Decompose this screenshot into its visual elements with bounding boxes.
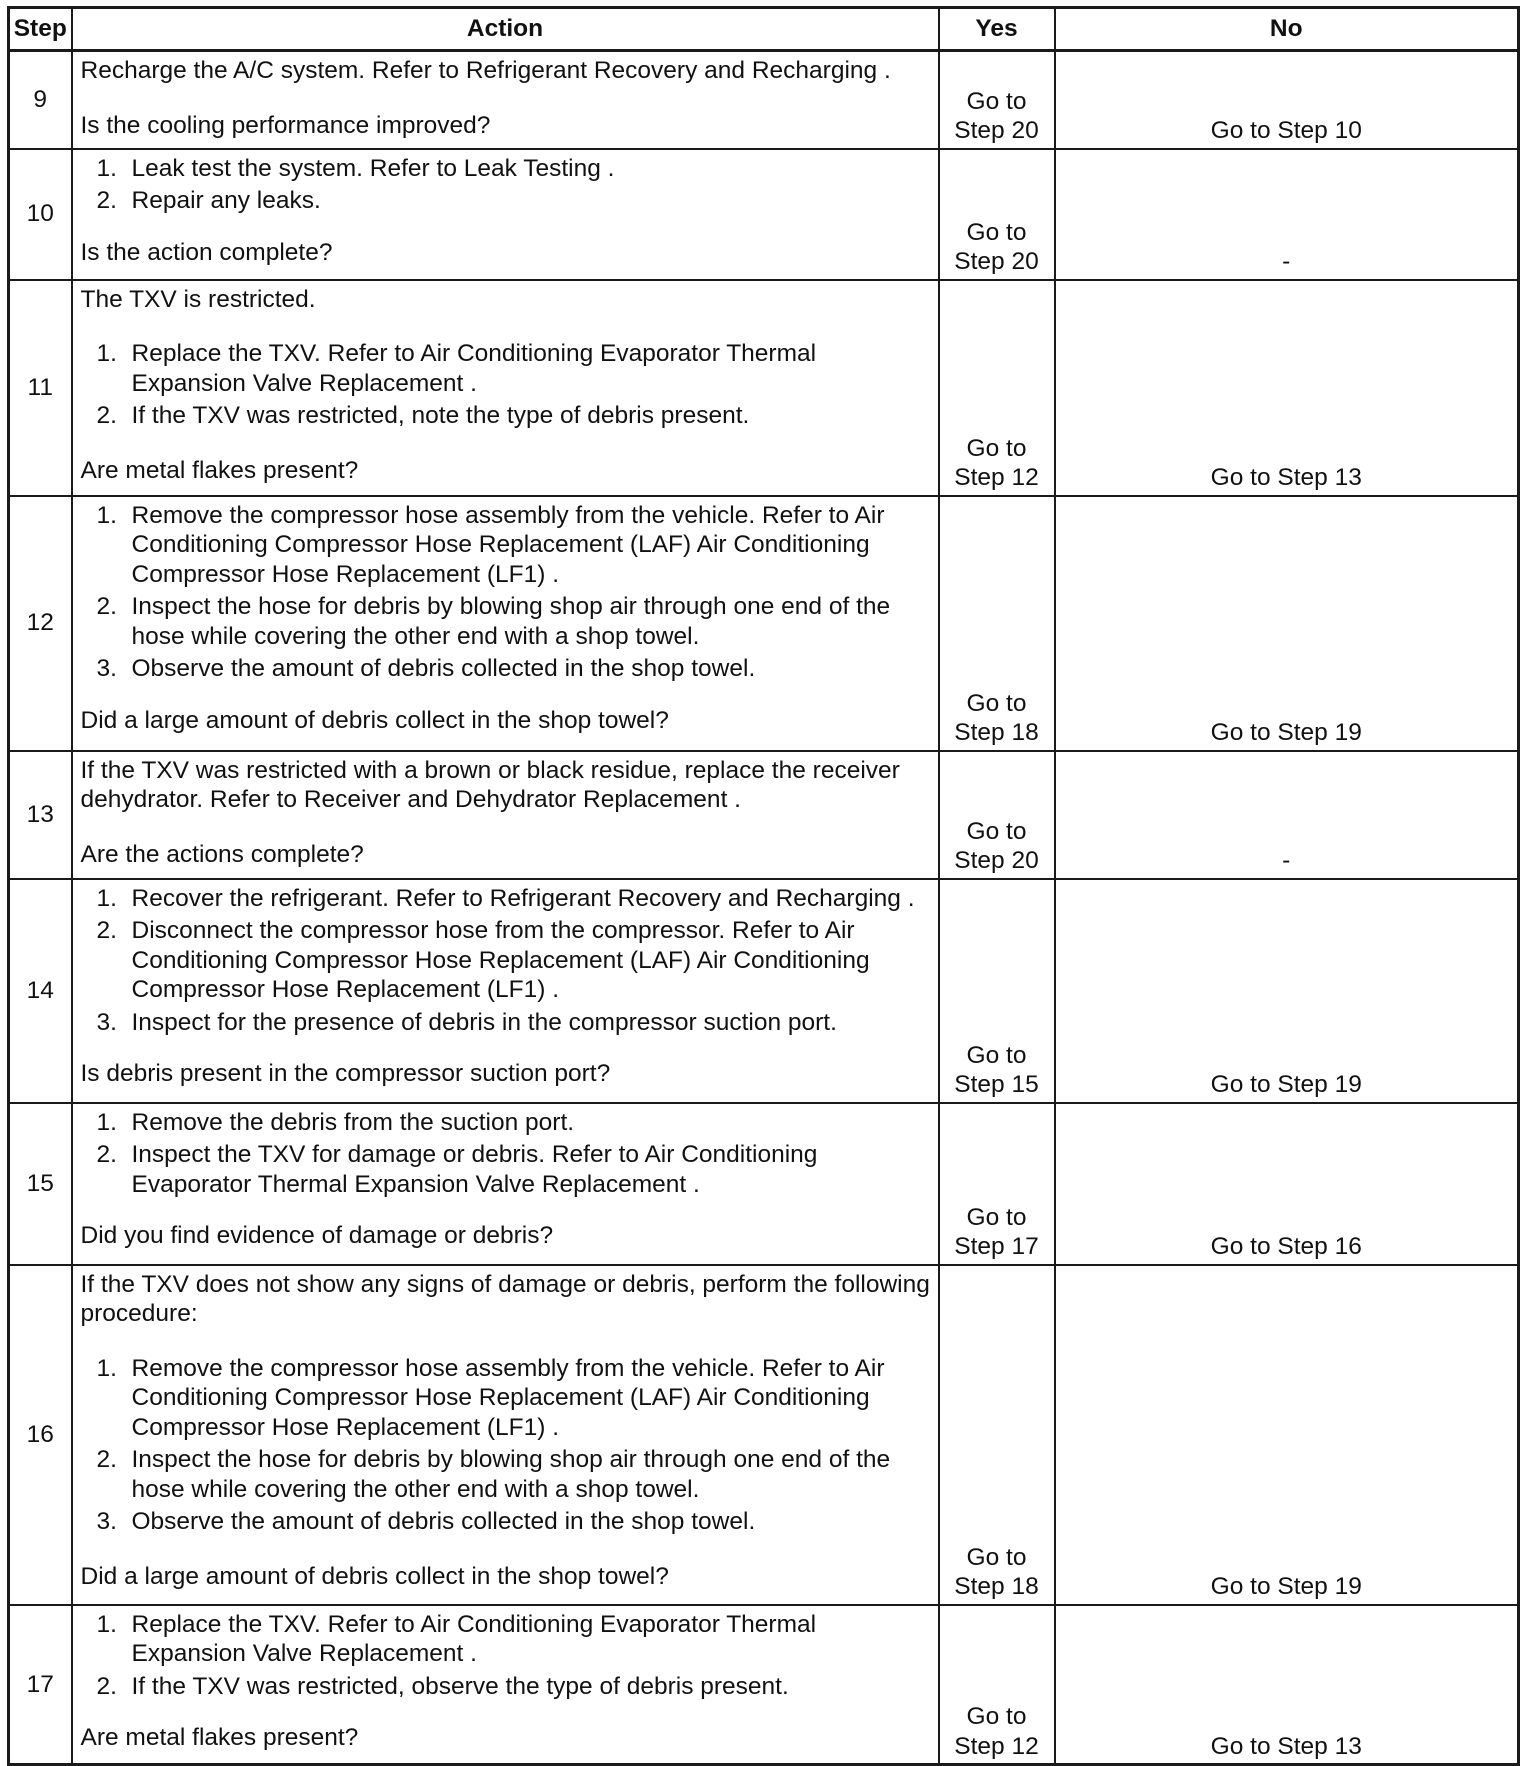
action-step-text: If the TXV was restricted, note the type of debris present.	[131, 402, 750, 429]
action-step-item	[81, 401, 932, 431]
no-cell	[1055, 1265, 1519, 1605]
yes-cell	[939, 496, 1055, 751]
yes-cell	[939, 1605, 1055, 1765]
action-intro-text: The TXV is restricted.	[80, 285, 316, 313]
action-step-number: 2.	[96, 1141, 117, 1168]
action-step-text: Leak test the system. Refer to Leak Testing .	[131, 154, 615, 182]
yes-cell	[939, 751, 1055, 879]
action-step-item	[81, 339, 932, 398]
action-step-number: 2.	[96, 1446, 117, 1473]
no-cell	[1055, 51, 1519, 149]
no-cell	[1055, 879, 1519, 1103]
action-intro-text: Recharge the A/C system. Refer to Refrigerant Recovery and Recharging .	[80, 57, 891, 84]
action-step-item	[81, 1507, 932, 1537]
action-step-item	[81, 1140, 932, 1199]
table-row	[9, 149, 1519, 280]
table-header	[9, 8, 1519, 51]
step-number-cell: 13	[9, 751, 72, 879]
action-question: Are metal flakes present?	[80, 456, 359, 484]
yes-link-text: Step 17	[954, 1233, 1039, 1260]
yes-link-text: Go to	[966, 1041, 1027, 1069]
action-cell	[72, 51, 939, 149]
action-step-text: Disconnect the compressor hose from the compressor. Refer to Air Conditioning Compressor Hose Replacement (LAF) Air Conditioning Compressor Hose Replacement (LF1) .	[131, 917, 870, 1003]
action-intro-text: If the TXV does not show any signs of damage or debris, perform the following procedure:	[80, 1270, 930, 1327]
action-step-number: 2.	[96, 917, 117, 944]
action-step-item	[81, 916, 932, 1005]
no-link-text: Go to Step 16	[1210, 1233, 1362, 1260]
action-question: Are metal flakes present?	[80, 1724, 359, 1751]
action-step-list	[81, 884, 932, 1038]
yes-link-text: Step 20	[954, 847, 1039, 874]
action-step-number: 1.	[96, 501, 117, 529]
action-step-item	[81, 1672, 932, 1702]
action-step-number: 1.	[96, 340, 117, 367]
yes-link-text: Step 18	[954, 719, 1039, 746]
table-body	[9, 51, 1519, 1765]
no-cell	[1055, 751, 1519, 879]
action-step-item	[81, 1108, 932, 1138]
no-cell	[1055, 1103, 1519, 1265]
header-action: Action	[72, 8, 939, 51]
yes-cell	[939, 1103, 1055, 1265]
action-step-item	[81, 186, 932, 216]
table-row	[9, 1265, 1519, 1605]
action-cell	[72, 1605, 939, 1765]
no-cell	[1055, 280, 1519, 496]
action-step-text: If the TXV was restricted, observe the type of debris present.	[131, 1672, 789, 1700]
table-row	[9, 879, 1519, 1103]
action-step-item	[81, 1610, 932, 1669]
action-step-list	[81, 501, 932, 684]
action-step-number: 3.	[96, 1008, 117, 1036]
yes-link-text: Go to	[966, 1543, 1027, 1571]
action-step-text: Inspect the TXV for damage or debris. Refer to Air Conditioning Evaporator Thermal Expansion Valve Replacement .	[131, 1141, 818, 1198]
table-row	[9, 751, 1519, 879]
action-intro-text: If the TXV was restricted with a brown or black residue, replace the receiver dehydrator. Refer to Receiver and Dehydrator Replacement .	[80, 756, 900, 813]
action-step-item	[81, 654, 932, 684]
action-step-text: Repair any leaks.	[131, 187, 321, 214]
action-step-number: 1.	[96, 1610, 117, 1638]
yes-cell	[939, 280, 1055, 496]
no-link-text: Go to Step 13	[1210, 1732, 1362, 1760]
step-number-cell: 10	[9, 149, 72, 280]
table-row	[9, 1103, 1519, 1265]
action-step-list	[81, 339, 932, 431]
header-step: Step	[9, 8, 72, 51]
action-step-number: 1.	[96, 1108, 117, 1136]
action-step-text: Remove the compressor hose assembly from the vehicle. Refer to Air Conditioning Compressor Hose Replacement (LAF) Air Conditioning Compressor Hose Replacement (LF1) .	[131, 1354, 885, 1441]
no-cell	[1055, 1605, 1519, 1765]
action-step-item	[81, 501, 932, 590]
no-cell	[1055, 496, 1519, 751]
yes-cell	[939, 879, 1055, 1103]
yes-link-text: Step 20	[954, 248, 1039, 275]
action-question: Is debris present in the compressor suction port?	[80, 1060, 611, 1087]
action-step-text: Observe the amount of debris collected in the shop towel.	[131, 655, 756, 682]
action-step-number: 1.	[96, 884, 117, 912]
table-row	[9, 51, 1519, 149]
action-question: Did a large amount of debris collect in the shop towel?	[80, 706, 669, 734]
action-cell	[72, 280, 939, 496]
no-link-text: -	[1282, 847, 1291, 874]
yes-link-text: Go to	[966, 218, 1027, 246]
action-cell	[72, 1265, 939, 1605]
action-step-list	[81, 1354, 932, 1537]
action-step-item	[81, 592, 932, 651]
action-step-number: 2.	[96, 593, 117, 620]
yes-cell	[939, 149, 1055, 280]
action-step-number: 2.	[96, 187, 117, 214]
yes-link-text: Step 18	[954, 1573, 1039, 1600]
no-cell	[1055, 149, 1519, 280]
step-number-cell: 12	[9, 496, 72, 751]
yes-link-text: Step 20	[954, 117, 1039, 144]
yes-link-text: Go to	[966, 1703, 1027, 1730]
no-link-text: Go to Step 10	[1210, 117, 1362, 144]
table-row	[9, 496, 1519, 751]
yes-link-text: Go to	[966, 87, 1027, 115]
action-step-text: Observe the amount of debris collected in the shop towel.	[131, 1508, 756, 1535]
no-link-text: Go to Step 19	[1210, 719, 1362, 746]
action-step-text: Recover the refrigerant. Refer to Refrigerant Recovery and Recharging .	[131, 884, 915, 912]
action-step-number: 1.	[96, 1354, 117, 1382]
yes-link-text: Step 15	[954, 1071, 1039, 1098]
action-question: Is the action complete?	[80, 238, 333, 266]
yes-link-text: Go to	[966, 1203, 1027, 1231]
action-step-item	[81, 1445, 932, 1504]
step-number-cell: 9	[9, 51, 72, 149]
header-row	[9, 8, 1519, 51]
action-step-text: Remove the debris from the suction port.	[131, 1108, 575, 1136]
yes-link-text: Go to	[966, 817, 1027, 845]
action-question: Did you find evidence of damage or debris?	[80, 1222, 554, 1249]
action-step-number: 2.	[96, 1672, 117, 1700]
table-row	[9, 1605, 1519, 1765]
yes-link-text: Go to	[966, 689, 1027, 717]
header-yes: Yes	[939, 8, 1055, 51]
action-step-text: Replace the TXV. Refer to Air Conditioning Evaporator Thermal Expansion Valve Replacement .	[131, 1610, 817, 1667]
action-step-list	[81, 154, 932, 216]
action-question: Are the actions complete?	[80, 840, 364, 868]
action-step-item	[81, 1008, 932, 1038]
action-step-text: Remove the compressor hose assembly from the vehicle. Refer to Air Conditioning Compressor Hose Replacement (LAF) Air Conditioning Compressor Hose Replacement (LF1) .	[131, 501, 885, 588]
action-step-item	[81, 154, 932, 184]
action-step-list	[81, 1108, 932, 1200]
action-step-number: 1.	[96, 154, 117, 182]
no-link-text: Go to Step 19	[1210, 1573, 1362, 1600]
yes-link-text: Go to	[966, 434, 1027, 462]
action-question: Did a large amount of debris collect in the shop towel?	[80, 1562, 669, 1590]
table-row	[9, 280, 1519, 496]
step-number-cell: 11	[9, 280, 72, 496]
action-step-number: 2.	[96, 402, 117, 429]
step-number-cell: 16	[9, 1265, 72, 1605]
action-step-list	[81, 1610, 932, 1702]
action-cell	[72, 496, 939, 751]
step-number-cell: 14	[9, 879, 72, 1103]
yes-link-text: Step 12	[954, 1732, 1039, 1760]
action-step-text: Replace the TXV. Refer to Air Conditioning Evaporator Thermal Expansion Valve Replacement .	[131, 340, 817, 397]
action-step-text: Inspect the hose for debris by blowing shop air through one end of the hose while covering the other end with a shop towel.	[131, 1446, 891, 1503]
action-step-item	[81, 884, 932, 914]
step-number-cell: 15	[9, 1103, 72, 1265]
yes-link-text: Step 12	[954, 464, 1039, 491]
action-step-number: 3.	[96, 1508, 117, 1535]
action-cell	[72, 149, 939, 280]
no-link-text: -	[1282, 248, 1291, 275]
no-link-text: Go to Step 13	[1210, 464, 1362, 491]
action-step-number: 3.	[96, 655, 117, 682]
header-no: No	[1055, 8, 1519, 51]
action-step-text: Inspect the hose for debris by blowing shop air through one end of the hose while covering the other end with a shop towel.	[131, 593, 891, 650]
action-step-text: Inspect for the presence of debris in the compressor suction port.	[131, 1008, 837, 1036]
diagnostic-table	[7, 6, 1520, 1766]
action-question: Is the cooling performance improved?	[80, 111, 491, 139]
action-cell	[72, 751, 939, 879]
yes-cell	[939, 1265, 1055, 1605]
step-number-cell: 17	[9, 1605, 72, 1765]
action-step-item	[81, 1354, 932, 1443]
yes-cell	[939, 51, 1055, 149]
action-cell	[72, 879, 939, 1103]
no-link-text: Go to Step 19	[1210, 1071, 1362, 1098]
action-cell	[72, 1103, 939, 1265]
